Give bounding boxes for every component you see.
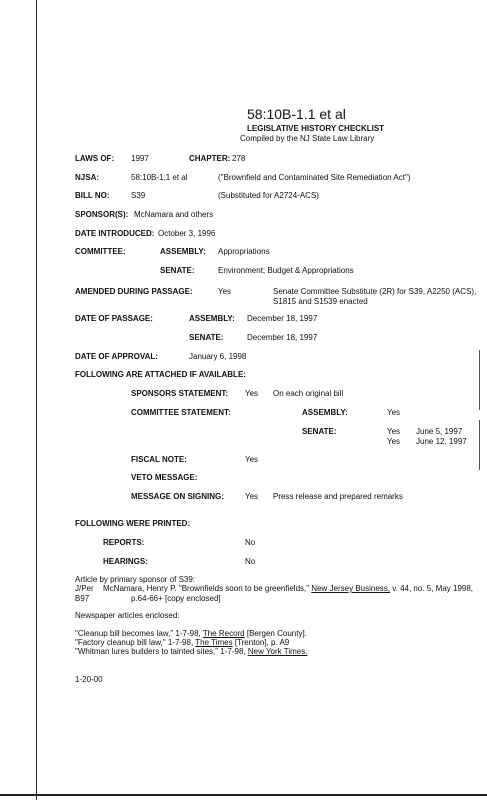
passage-label: DATE OF PASSAGE: — [75, 314, 153, 323]
njsa-label: NJSA: — [75, 173, 100, 182]
laws-of-value: 1997 — [131, 154, 149, 163]
committee-senate-value: Environment; Budget & Appropriations — [218, 266, 354, 275]
passage-senate-label: SENATE: — [189, 333, 224, 342]
approval-label: DATE OF APPROVAL: — [75, 352, 158, 361]
newspaper-item-title: "Cleanup bill becomes law," 1-7-98, — [75, 629, 203, 638]
newspaper-item-source: The Times — [195, 638, 233, 647]
committee-statement-label: COMMITTEE STATEMENT: — [131, 408, 231, 417]
amended-note-line1: Senate Committee Substitute (2R) for S39, A2250 (ACS), — [273, 287, 477, 296]
act-name: ("Brownfield and Contaminated Site Remediation Act") — [218, 173, 411, 182]
passage-senate-value: December 18, 1997 — [247, 333, 318, 342]
chapter-value: 278 — [232, 154, 246, 163]
cs-senate-date-2: June 12, 1997 — [416, 437, 467, 446]
signing-message-label: MESSAGE ON SIGNING: — [131, 492, 224, 501]
newspaper-item-title: "Whitman lures builders to tainted sites," 1-7-98, — [75, 647, 248, 656]
newspaper-item-title: "Factory cleanup bill law," 1-7-98, — [75, 638, 196, 647]
cs-senate-label: SENATE: — [302, 427, 337, 436]
sponsors-statement-note: On each original bill — [273, 389, 344, 398]
bill-no-value: S39 — [131, 191, 146, 200]
printed-heading: FOLLOWING WERE PRINTED: — [75, 519, 191, 528]
chapter-label: CHAPTER: — [189, 154, 231, 163]
article-citation — [103, 584, 473, 593]
article-intro: Article by primary sponsor of S39: — [75, 575, 196, 584]
signing-message-value: Yes — [245, 492, 259, 501]
newspaper-item — [75, 638, 289, 647]
newspaper-item — [75, 629, 307, 638]
reports-label: REPORTS: — [103, 538, 145, 547]
newspaper-item-detail: [Bergen County]. — [244, 629, 307, 638]
call-number-1: J/Per — [75, 584, 94, 593]
passage-assembly-value: December 18, 1997 — [247, 314, 318, 323]
hearings-label: HEARINGS: — [103, 557, 148, 566]
bill-substitution-note: (Substituted for A2724-ACS) — [218, 191, 319, 200]
sponsors-statement-value: Yes — [245, 389, 259, 398]
newspaper-item-detail: [Trenton], p. A9 — [232, 638, 290, 647]
cs-senate-value-1: Yes — [387, 427, 401, 436]
veto-message-label: VETO MESSAGE: — [131, 473, 198, 482]
committee-assembly-value: Appropriations — [218, 247, 270, 256]
attached-heading: FOLLOWING ARE ATTACHED IF AVAILABLE: — [75, 370, 246, 379]
newspaper-heading: Newspaper articles enclosed: — [75, 611, 180, 620]
passage-assembly-label: ASSEMBLY: — [189, 314, 235, 323]
amended-value: Yes — [218, 287, 232, 296]
approval-value: January 6, 1998 — [189, 352, 247, 361]
scan-edge-bottom — [0, 794, 487, 796]
page-title: 58:10B-1.1 et al — [247, 106, 346, 122]
sponsors-value: McNamara and others — [134, 210, 214, 219]
laws-of-label: LAWS OF: — [75, 154, 115, 163]
committee-label: COMMITTEE: — [75, 247, 126, 256]
article-pages: p.64-66+ [copy enclosed] — [131, 594, 221, 603]
cs-senate-date-1: June 5, 1997 — [416, 427, 463, 436]
scan-edge-left — [36, 0, 37, 800]
committee-senate-label: SENATE: — [160, 266, 195, 275]
fiscal-note-label: FISCAL NOTE: — [131, 455, 187, 464]
sponsors-label: SPONSOR(S): — [75, 210, 129, 219]
call-number-2: B97 — [75, 594, 90, 603]
hearings-value: No — [245, 557, 256, 566]
signing-message-note: Press release and prepared remarks — [273, 492, 403, 501]
committee-assembly-label: ASSEMBLY: — [160, 247, 206, 256]
article-citation-volume: v. 44, no. 5, May 1998, — [390, 584, 474, 593]
cs-assembly-label: ASSEMBLY: — [302, 408, 348, 417]
reports-value: No — [245, 538, 256, 547]
scan-mark-right — [479, 420, 480, 470]
njsa-value: 58:10B-1.1 et al — [131, 173, 188, 182]
fiscal-note-value: Yes — [245, 455, 259, 464]
sponsors-statement-label: SPONSORS STATEMENT: — [131, 389, 229, 398]
amended-label: AMENDED DURING PASSAGE: — [75, 287, 193, 296]
newspaper-item-source: The Record — [202, 629, 245, 638]
article-journal: New Jersey Business, — [311, 584, 390, 593]
amended-note-line2: S1815 and S1539 enacted — [273, 297, 368, 306]
date-introduced-label: DATE INTRODUCED: — [75, 229, 155, 238]
date-introduced-value: October 3, 1996 — [158, 229, 216, 238]
cs-assembly-value: Yes — [387, 408, 401, 417]
newspaper-item — [75, 647, 307, 656]
page-subtitle: LEGISLATIVE HISTORY CHECKLIST — [247, 124, 385, 133]
footer-date: 1-20-00 — [75, 675, 103, 684]
bill-no-label: BILL NO: — [75, 191, 110, 200]
newspaper-item-source: New York Times. — [247, 647, 308, 656]
scan-mark-right — [479, 350, 480, 410]
compiled-by: Compiled by the NJ State Law Library — [240, 134, 375, 143]
article-citation-author: McNamara, Henry P. "Brownfields soon to be greenfields," — [103, 584, 312, 593]
cs-senate-value-2: Yes — [387, 437, 401, 446]
